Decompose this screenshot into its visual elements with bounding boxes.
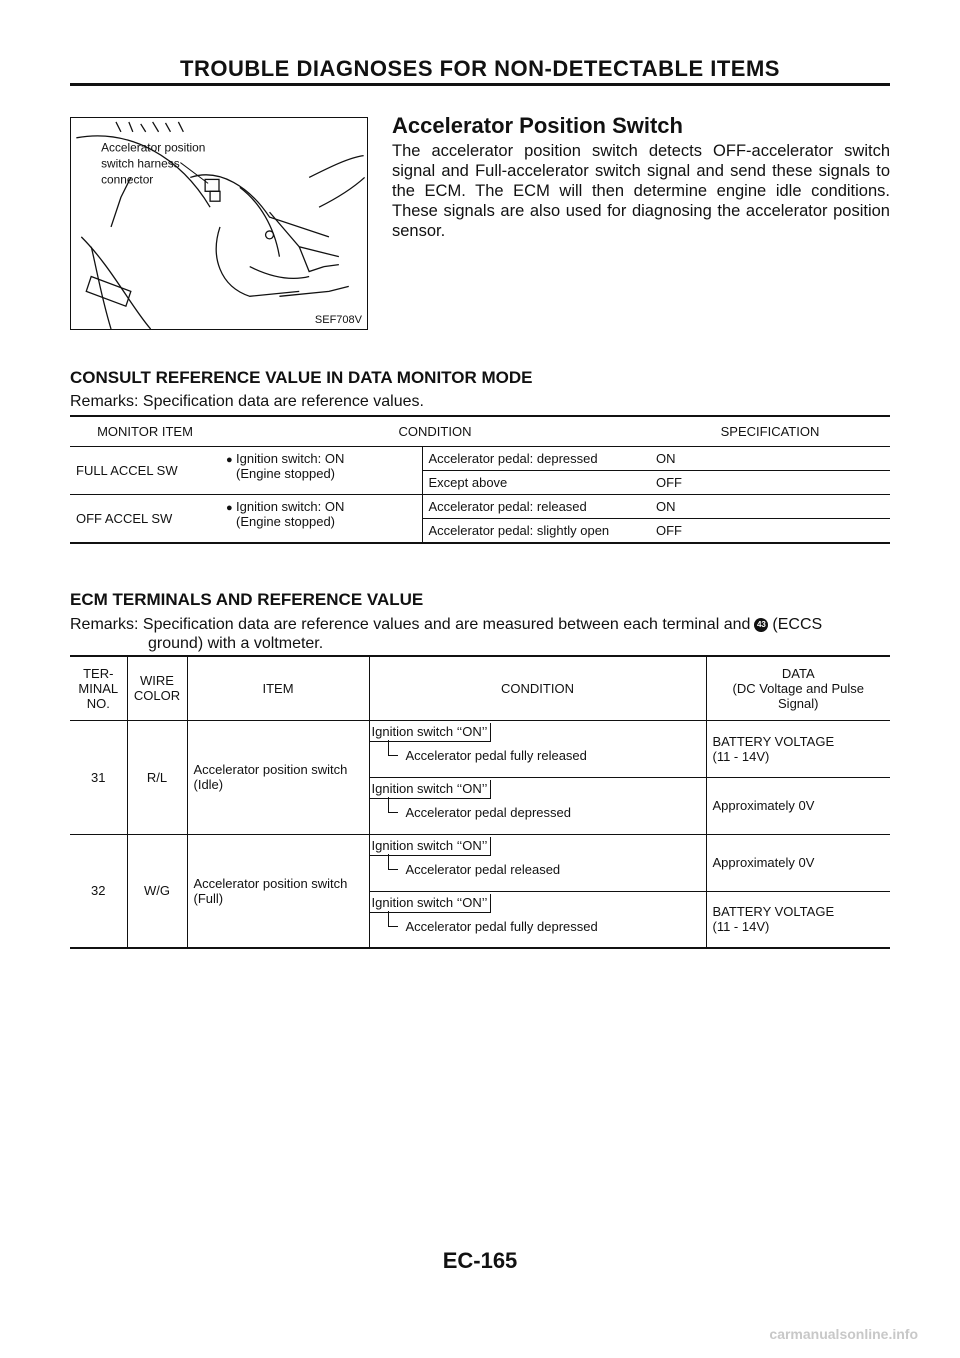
watermark[interactable]: carmanualsonline.info bbox=[769, 1326, 918, 1342]
data-line1: BATTERY VOLTAGE bbox=[712, 904, 835, 920]
item-line1: Accelerator position switch bbox=[193, 762, 348, 777]
ecm-col-terminal bbox=[70, 656, 127, 720]
condition-line1: Ignition switch: ON bbox=[236, 498, 345, 514]
ecm-col-condition: CONDITION bbox=[369, 656, 706, 720]
condition-line1: Ignition switch: ON bbox=[236, 450, 345, 466]
data-line1: BATTERY VOLTAGE bbox=[712, 733, 835, 749]
figure-label-line2: switch harness bbox=[101, 156, 180, 171]
figure-label-line3: connector bbox=[101, 172, 154, 187]
bullet-icon: ● bbox=[226, 501, 233, 514]
hdr-data-2: (DC Voltage and Pulse bbox=[732, 680, 865, 696]
section-title: Accelerator Position Switch bbox=[392, 113, 683, 138]
item-line1: Accelerator position switch bbox=[193, 875, 348, 891]
terminal-number: 31 bbox=[70, 720, 127, 834]
data-cell bbox=[706, 777, 890, 834]
ecm-col-wire bbox=[127, 656, 187, 720]
data-cell bbox=[706, 834, 890, 891]
accelerator-switch-illustration bbox=[71, 118, 367, 329]
ecm-heading: ECM TERMINALS AND REFERENCE VALUE bbox=[70, 590, 424, 609]
condition-cell bbox=[220, 494, 422, 543]
figure-code: SEF708V bbox=[314, 314, 362, 326]
condition-sub-text: Accelerator pedal fully released bbox=[405, 747, 587, 763]
ecm-remarks-pre: Remarks: Specification data are reference values and are measured between each terminal and bbox=[70, 616, 751, 633]
condition-cell bbox=[220, 446, 422, 494]
page-number: EC-165 bbox=[442, 1248, 518, 1273]
condition-box-label: Ignition switch ‘‘ON’’ bbox=[370, 723, 492, 742]
table-row bbox=[70, 834, 890, 891]
hdr-terminal-3: NO. bbox=[86, 695, 110, 711]
subcondition: Accelerator pedal: depressed bbox=[422, 446, 650, 470]
consult-col-spec: SPECIFICATION bbox=[650, 416, 890, 446]
table-row bbox=[70, 446, 890, 470]
hdr-wire-2: COLOR bbox=[133, 688, 181, 704]
data-cell bbox=[706, 720, 890, 777]
condition-sub-text: Accelerator pedal fully depressed bbox=[405, 918, 598, 934]
item-line2: (Idle) bbox=[193, 777, 224, 792]
wire-color: R/L bbox=[127, 720, 187, 834]
subcondition: Accelerator pedal: slightly open bbox=[422, 518, 650, 543]
condition-cell bbox=[369, 834, 706, 891]
condition-sub bbox=[370, 862, 706, 877]
figure-illustration bbox=[70, 117, 368, 330]
condition-box-label: Ignition switch ‘‘ON’’ bbox=[370, 780, 492, 799]
consult-col-condition: CONDITION bbox=[220, 416, 650, 446]
hdr-terminal-2: MINAL bbox=[78, 680, 119, 696]
data-cell bbox=[706, 891, 890, 948]
specification: OFF bbox=[650, 518, 890, 543]
wire-color: W/G bbox=[127, 834, 187, 948]
ecm-remarks-line2: ground) with a voltmeter. bbox=[148, 635, 324, 652]
monitor-item: OFF ACCEL SW bbox=[70, 494, 220, 543]
ecm-col-data bbox=[706, 656, 890, 720]
corner-bracket-icon bbox=[388, 740, 398, 756]
condition-cell bbox=[369, 891, 706, 948]
consult-col-item: MONITOR ITEM bbox=[70, 416, 220, 446]
condition-line2: (Engine stopped) bbox=[236, 465, 336, 481]
page-header-title: TROUBLE DIAGNOSES FOR NON-DETECTABLE ITEMS bbox=[180, 56, 780, 81]
condition-cell bbox=[369, 720, 706, 777]
terminal-43-icon: 43 bbox=[754, 618, 768, 632]
consult-table bbox=[70, 415, 890, 544]
condition-sub bbox=[370, 805, 706, 820]
condition-sub-text: Accelerator pedal released bbox=[405, 861, 561, 877]
ecm-header-row bbox=[70, 656, 890, 720]
table-row bbox=[70, 720, 890, 777]
condition-sub bbox=[370, 748, 706, 763]
consult-header-row bbox=[70, 416, 890, 446]
table-row bbox=[70, 494, 890, 518]
corner-bracket-icon bbox=[388, 911, 398, 927]
ecm-table bbox=[70, 655, 890, 949]
hdr-terminal-1: TER- bbox=[83, 665, 114, 681]
condition-line2: (Engine stopped) bbox=[236, 513, 336, 529]
item-cell bbox=[187, 720, 369, 834]
subcondition: Except above bbox=[422, 470, 650, 494]
condition-cell bbox=[369, 777, 706, 834]
data-line2: (11 - 14V) bbox=[712, 919, 770, 935]
consult-heading: CONSULT REFERENCE VALUE IN DATA MONITOR MODE bbox=[70, 368, 533, 387]
specification: ON bbox=[650, 446, 890, 470]
specification: OFF bbox=[650, 470, 890, 494]
condition-box-label: Ignition switch ‘‘ON’’ bbox=[370, 894, 492, 913]
figure-label-line1: Accelerator position bbox=[101, 140, 206, 155]
section-intro: The accelerator position switch detects OFF-accelerator switch signal and Full-accelerator switch signal and send these signals to the ECM. The ECM will then determine engine idle conditions. These signals are also used for diagnosing the accelerator position sensor. bbox=[392, 142, 890, 240]
condition-sub-text: Accelerator pedal depressed bbox=[405, 804, 571, 820]
monitor-item: FULL ACCEL SW bbox=[70, 446, 220, 494]
data-line1: Approximately 0V bbox=[712, 798, 815, 813]
terminal-number: 32 bbox=[70, 834, 127, 948]
condition-box-label: Ignition switch ‘‘ON’’ bbox=[370, 837, 492, 856]
hdr-data-1: DATA bbox=[781, 665, 815, 681]
item-cell bbox=[187, 834, 369, 948]
specification: ON bbox=[650, 494, 890, 518]
consult-remarks: Remarks: Specification data are reference values. bbox=[70, 393, 424, 410]
hdr-data-3: Signal) bbox=[778, 695, 819, 711]
item-line2: (Full) bbox=[193, 890, 224, 906]
hdr-wire-1: WIRE bbox=[140, 673, 174, 689]
ecm-remarks bbox=[70, 615, 822, 653]
subcondition: Accelerator pedal: released bbox=[422, 494, 650, 518]
bullet-icon: ● bbox=[226, 453, 233, 466]
corner-bracket-icon bbox=[388, 854, 398, 870]
data-line2: (11 - 14V) bbox=[712, 748, 770, 764]
data-line1: Approximately 0V bbox=[712, 855, 815, 870]
corner-bracket-icon bbox=[388, 797, 398, 813]
ecm-remarks-post: (ECCS bbox=[772, 616, 823, 633]
header-rule bbox=[70, 83, 890, 86]
ecm-col-item: ITEM bbox=[187, 656, 369, 720]
condition-sub bbox=[370, 919, 706, 934]
